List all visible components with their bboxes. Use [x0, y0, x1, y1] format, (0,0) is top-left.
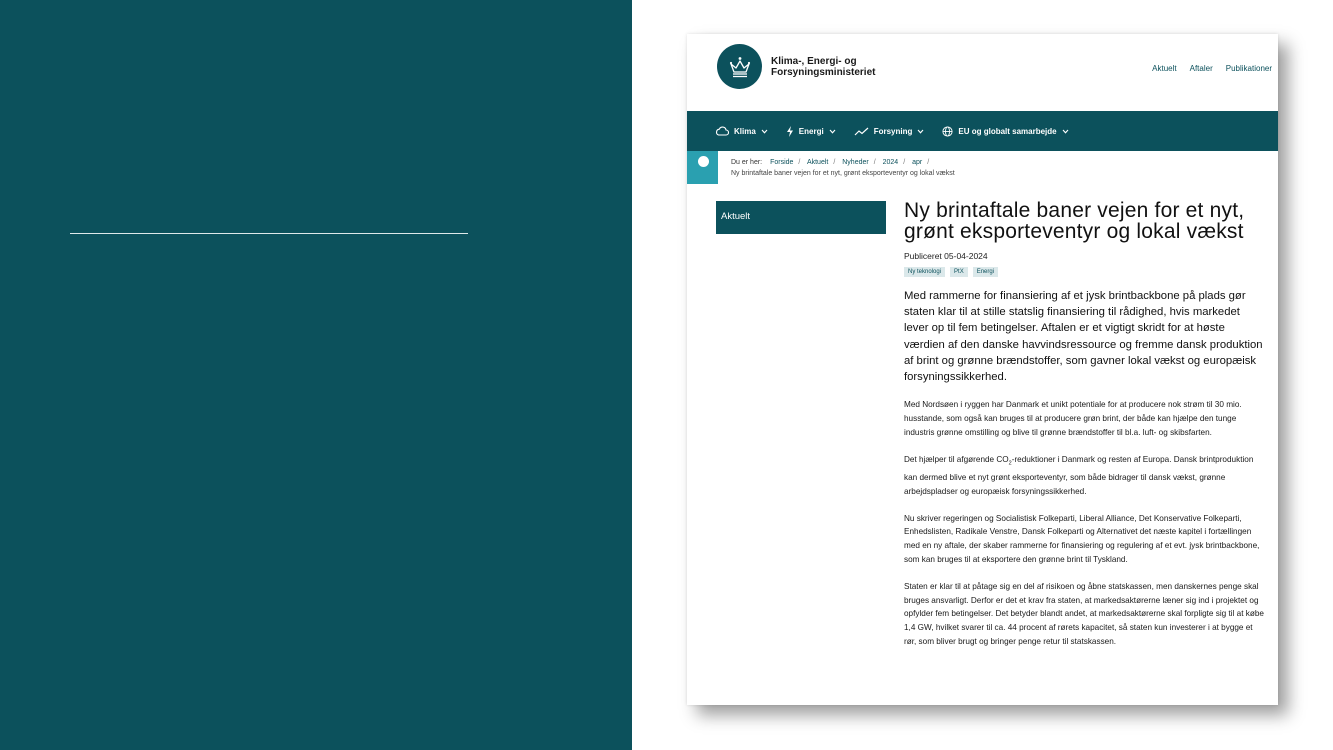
article-paragraph-4: Staten er klar til at påtage sig en del af risikoen og åbne statskassen, men danskernes penge skal bruges ansvarligt. Derfor er det et krav fra staten, at markedsaktørerne læner sig ind i projektet og opfylder fem betingelser. Det betyder blandt andet, at markedsaktørerne skal forpligte sig til at købe 1,4 GW, hvilket svarer til ca. 44 procent af rørets kapacitet, så staten kun investerer i at bygge et rør, som bliver brugt og bringer penge retur til statskassen. [904, 581, 1264, 647]
article-paragraph-1: Med Nordsøen i ryggen har Danmark et unikt potentiale for at producere nok strøm til 30 mio. husstande, som også kan bruges til at producere grøn brint, der både kan hjælpe den tunge industris grønne omstilling og blive til grønne brændstoffer til bl.a. luft- og skibsfarten. [904, 400, 1242, 437]
paragraph-2-end: -reduktioner i Danmark og resten af Europa. Dansk brintproduktion kan dermed blive et nyt grønt eksporteventyr, som både bidrager til dansk vækst, grønne arbejdspladser og europæisk forsyningssikkerhed. [904, 454, 1254, 496]
breadcrumb-aktuelt[interactable]: Aktuelt [806, 159, 829, 166]
tag-energi[interactable]: Energi [973, 267, 998, 277]
left-background-panel [0, 0, 632, 750]
divider-line [70, 233, 468, 234]
tag-ptx[interactable]: PtX [950, 267, 968, 277]
ministry-name[interactable] [771, 56, 875, 78]
nav-item-forsyning[interactable] [854, 127, 925, 136]
chevron-down-icon [829, 129, 836, 134]
top-link-aktuelt[interactable]: Aktuelt [1152, 64, 1177, 73]
chevron-down-icon [917, 129, 924, 134]
chevron-down-icon [761, 129, 768, 134]
crown-logo-icon[interactable] [717, 44, 762, 89]
globe-icon [942, 126, 953, 137]
article-lead: Med rammerne for finansiering af et jysk brintbackbone på plads gør staten klar til at stille statslig finansiering til rådighed, hvis markedet lever op til fem betingelser. Aftalen er et vigtigt skridt for at høste værdien af den danske havvindsressource og fremme dansk produktion af brint og grønne brændstoffer, som gavner lokal vækst og europæisk forsyningssikkerhed. [904, 290, 1263, 384]
site-header [687, 34, 1278, 111]
cloud-icon [715, 126, 729, 136]
top-link-aftaler[interactable]: Aftaler [1189, 64, 1213, 73]
nav-item-klima[interactable] [715, 126, 768, 136]
website-screenshot [687, 34, 1278, 705]
dot-icon [698, 156, 709, 167]
article-paragraph-3: Nu skriver regeringen og Socialistisk Folkeparti, Liberal Alliance, Det Konservative Folkeparti, Enhedslisten, Radikale Venstre, Dansk Folkeparti og Alternativet det næste kapitel i fortællingen med en ny aftale, der skaber rammerne for finansiering og regulering af et evt. jysk brintbackbone, som kan bruges til at eksportere den grønne brint til Tyskland. [904, 513, 1260, 565]
breadcrumb-forside[interactable]: Forside [770, 159, 794, 166]
trend-line-icon [854, 127, 869, 136]
nav-label-forsyning: Forsyning [873, 126, 913, 136]
nav-label-energi: Energi [798, 126, 824, 136]
article-title: Ny brintaftale baner vejen for et nyt, grønt eksporteventyr og lokal vækst [904, 199, 1245, 243]
article-paragraph-2 [904, 453, 1264, 499]
breadcrumb-year[interactable]: 2024 [882, 159, 899, 166]
ministry-name-line1: Klima-, Energi- og [771, 56, 857, 67]
chevron-down-icon [1062, 129, 1069, 134]
breadcrumb-marker [687, 151, 718, 184]
sidebar-item-label: Aktuelt [721, 211, 751, 222]
breadcrumb: Du er her: Forside / Aktuelt / Nyheder / 2024 / apr / Ny brintaftale baner vejen for et nyt, grønt eksporteventyr og lokal vækst [731, 159, 955, 177]
sidebar-item-aktuelt[interactable] [716, 201, 886, 234]
breadcrumb-nyheder[interactable]: Nyheder [842, 159, 869, 166]
published-date: Publiceret 05-04-2024 [904, 251, 988, 261]
nav-item-energi[interactable] [786, 126, 836, 137]
nav-label-eu-globalt: EU og globalt samarbejde [958, 126, 1057, 136]
breadcrumb-prefix: Du er her: [731, 159, 763, 166]
top-link-publikationer[interactable]: Publikationer [1225, 64, 1272, 73]
co2-subscript: 2 [1008, 460, 1012, 467]
article [904, 200, 1264, 649]
nav-item-eu-globalt[interactable] [942, 126, 1068, 137]
lightning-icon [786, 126, 794, 137]
nav-label-klima: Klima [734, 126, 756, 136]
top-links [1152, 64, 1272, 73]
breadcrumb-month[interactable]: apr [912, 159, 923, 166]
breadcrumb-current: Ny brintaftale baner vejen for et nyt, grønt eksporteventyr og lokal vækst [731, 170, 955, 177]
main-navigation [687, 111, 1278, 151]
ministry-name-line2: Forsyningsministeriet [771, 67, 876, 78]
tag-list [904, 267, 1264, 277]
tag-ny-teknologi[interactable]: Ny teknologi [904, 267, 945, 277]
paragraph-2-start: Det hjælper til afgørende CO [904, 454, 1009, 464]
